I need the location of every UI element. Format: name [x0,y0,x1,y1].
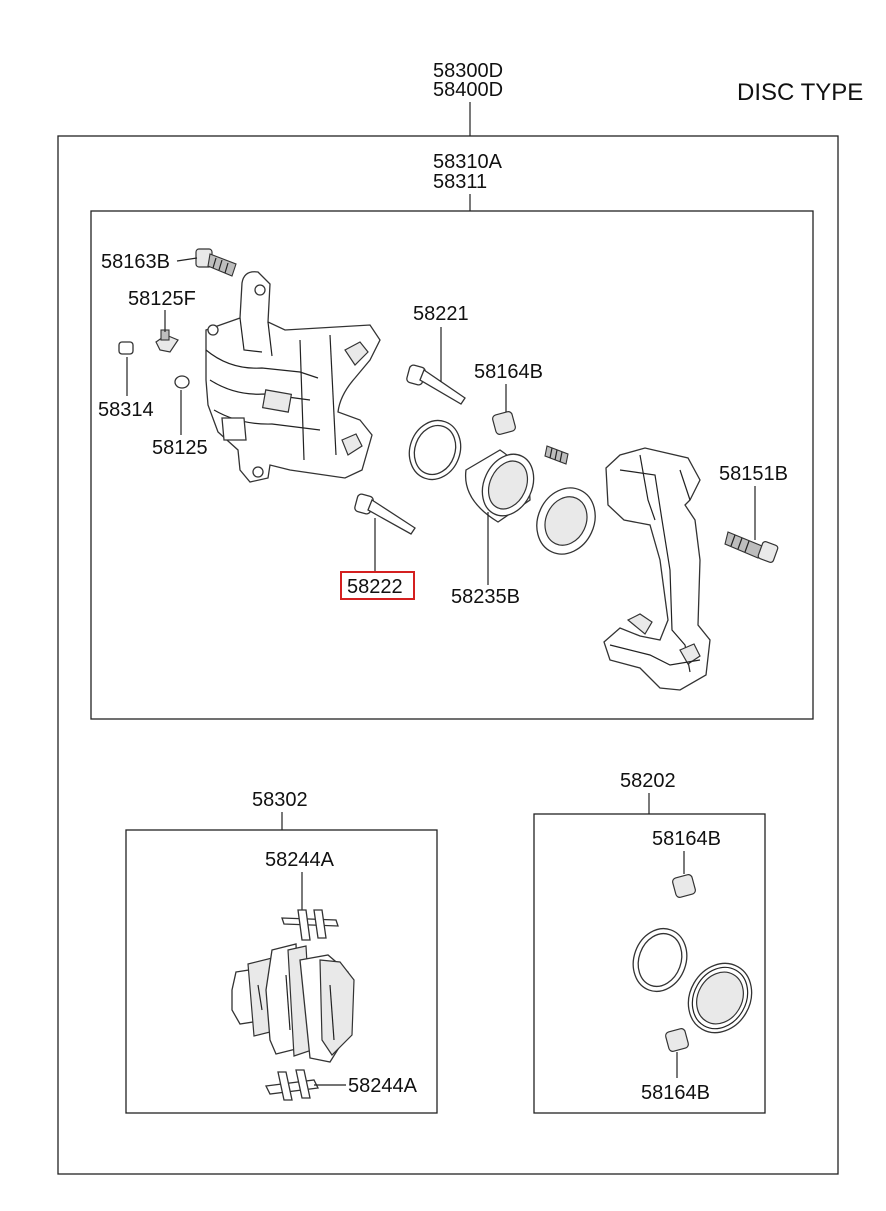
guide-pin-lower-illustration [354,493,415,534]
brake-pads-illustration [232,944,354,1062]
carrier-bolt-illustration [725,532,779,563]
disc-type-label: DISC TYPE [737,79,864,106]
caliper-code-1[interactable]: 58310A [433,151,502,173]
part-label-58164b-upper[interactable]: 58164B [474,361,543,383]
part-label-58125f[interactable]: 58125F [128,288,196,310]
bleeder-screw-illustration [156,330,178,352]
part-label-58221[interactable]: 58221 [413,303,469,325]
boot-kit-bottom-illustration [665,1028,689,1052]
guide-pin-upper-illustration [406,364,465,404]
part-label-58244a-top[interactable]: 58244A [265,849,334,871]
bolt-58163b-illustration [196,249,236,276]
bleeder-cap-illustration [119,342,133,354]
pad-clip-top-illustration [282,910,338,940]
seal-kit-code[interactable]: 58202 [620,770,676,792]
part-label-58222[interactable]: 58222 [347,576,403,598]
pad-kit-code[interactable]: 58302 [252,789,308,811]
part-label-58163b[interactable]: 58163B [101,251,170,273]
bleeder-ring-illustration [175,376,189,388]
pad-clip-bottom-illustration [266,1070,318,1100]
part-label-58314[interactable]: 58314 [98,399,154,421]
caliper-housing-illustration [206,272,380,482]
caliper-carrier-illustration [604,448,710,690]
boot-kit-top-illustration [672,874,696,898]
part-label-58125[interactable]: 58125 [152,437,208,459]
part-label-58151b[interactable]: 58151B [719,463,788,485]
part-label-58164b-kit-top[interactable]: 58164B [652,828,721,850]
part-label-58164b-kit-bottom[interactable]: 58164B [641,1082,710,1104]
boot-upper-illustration [492,411,516,435]
part-label-58244a-bottom[interactable]: 58244A [348,1075,417,1097]
sleeve-illustration [545,446,568,464]
part-label-58235b[interactable]: 58235B [451,586,520,608]
caliper-code-2[interactable]: 58311 [433,171,488,193]
assembly-code-1[interactable]: 58300D [433,60,504,82]
piston-illustration [466,446,544,524]
assembly-code-2[interactable]: 58400D [433,79,504,101]
